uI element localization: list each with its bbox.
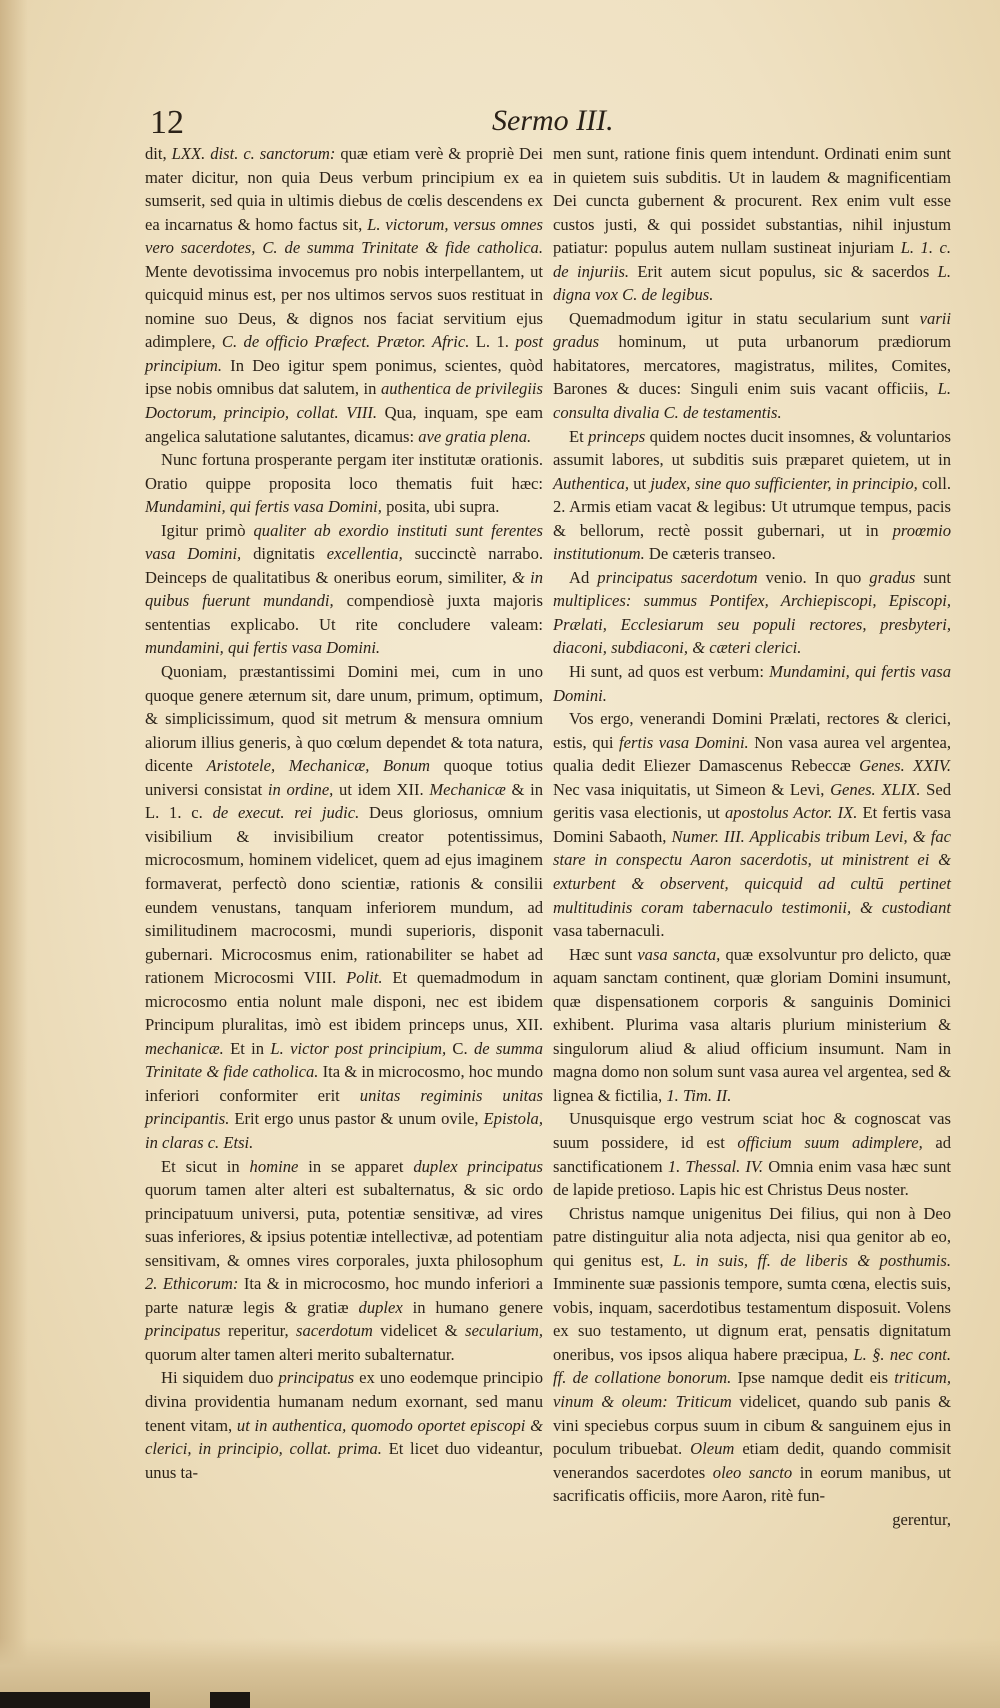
paragraph: Quoniam, præstantissimi Domini mei, cum in uno quoque genere æternum sit, dare unum, primum, optimum, & simplicissimum, quod sit metrum & mensura omnium aliorum illius generis, à quo cœlum dependet & tota natura, dicente Aristotele, Mechanicæ, Bonum quoque totius universi consistat in ordine, ut idem XII. Mechanicæ & in L. 1. c. de execut. rei judic. Deus gloriosus, omnium visibilium & invisibilium creator potentissimus, microcosmum, hominem videlicet, quem ad ejus imaginem formaverat, perfectò dono scientiæ, rationis & consilii eundem venustans, tanquam inferiorem mundum, ad similitudinem macrocosmi, mundi superioris, disponit gubernari. Microcosmus enim, rationabiliter se habet ad rationem Microcosmi VIII. Polit. Et quemadmodum in microcosmo entia nolunt male disponi, nec est ibidem Principum pluralitas, imò est ibidem princeps unus, XII. mechanicæ. Et in L. victor post principium, C. de summa Trinitate & fide catholica. Ita & in microcosmo, hoc mundo inferiori conformiter erit unitas regiminis unitas principantis. Erit ergo unus pastor & unum ovile, Epistola, in claras c. Etsi.: [145, 662, 543, 1152]
paragraph: Et sicut in homine in se apparet duplex principatus quorum tamen alter alteri est subalternatus, & sic ordo principatuum universi, puta, potentiæ sensitivæ, ad vires suas inferiores, & ipsius potentiæ intellectivæ, ad potentiam sensitivam, & omnes vires corporales, juxta philosophum 2. Ethicorum: Ita & in microcosmo, hoc mundo inferiori a parte naturæ legis & gratiæ duplex in humano genere principatus reperitur, sacerdotum videlicet & secularium, quorum alter tamen alteri merito subalternatur.: [145, 1156, 544, 1364]
ink-blot: [210, 1692, 250, 1708]
running-title: Sermo III.: [492, 104, 614, 137]
paragraph: Quemadmodum igitur in statu secularium sunt varii gradus hominum, ut puta urbanorum prædiorum habitatores, mercatores, magistratus, milites, Comites, Barones & duces: Singuli enim suis vacant officiis, L. consulta divalia C. de testamentis.: [553, 308, 951, 423]
ink-blot: [0, 1692, 150, 1708]
paragraph: Hi siquidem duo principatus ex uno eodemque principio divina providentia humanam nedum exornant, sed manu tenent vitam, ut in authentica, quomodo oportet episcopi & clerici, in principio, collat. prima. Et licet duo videantur, unus ta-: [145, 1368, 543, 1482]
paragraph: Hæc sunt vasa sancta, quæ exsolvuntur pro delicto, quæ aquam sanctam continent, quæ gloriam Domini insumunt, quæ dispensationem corporis & sanguinis Dominici exhibent. Plurima vasa altaris plurium ministerium & singulorum aliud & aliud officium insumunt. Nam in magna domo non solum sunt vasa aurea vel argentea, sed & lignea & fictilia, 1. Tim. II.: [553, 944, 952, 1105]
page-edge-shadow: [0, 0, 28, 1708]
right-text-column: [553, 142, 951, 1531]
paragraph: men sunt, ratione finis quem intendunt. Ordinati enim sunt in quietem suis subditis. Ut in laudem & magnificentiam Dei cuncta gubernent & procurent. Rex enim vult esse custos justi, & qui possidet substantias, nihil injustum patiatur: populus autem nullam sustineat injuriam L. 1. c. de injuriis. Erit autem sicut populus, sic & sacerdos L. digna vox C. de legibus.: [553, 144, 951, 305]
paragraph: Hi sunt, ad quos est verbum: Mundamini, qui fertis vasa Domini.: [553, 662, 951, 705]
paragraph: Nunc fortuna prosperante pergam iter institutæ orationis. Oratio quippe proposita loco thematis fuit hæc: Mundamini, qui fertis vasa Domini, posita, ubi supra.: [145, 450, 543, 517]
paragraph: Unusquisque ergo vestrum sciat hoc & cognoscat vas suum possidere, id est officium suum adimplere, ad sanctificationem 1. Thessal. IV. Omnia enim vasa hæc sunt de lapide pretioso. Lapis hic est Christus Deus noster.: [553, 1109, 952, 1200]
paragraph: dit, LXX. dist. c. sanctorum: quæ etiam verè & propriè Dei mater dicitur, non quia Deus verbum principium ex ea sumserit, sed quia in ultimis diebus de cœlis descendens ex ea incarnatus & homo factus sit, L. victorum, versus omnes vero sacerdotes, C. de summa Trinitate & fide catholica. Mente devotissima invocemus pro nobis interpellantem, ut quicquid minus est, per nos ultimos servos suos restituat in nomine suo Deus, & dignos nos faciat servitium ejus adimplere, C. de officio Præfect. Prætor. Afric. L. 1. post principium. In Deo igitur spem ponimus, scientes, quòd ipse nobis omnibus dat salutem, in authentica de privilegiis Doctorum, principio, collat. VIII. Qua, inquam, spe eam angelica salutatione salutantes, dicamus: ave gratia plena.: [145, 144, 544, 446]
paragraph: Ad principatus sacerdotum venio. In quo gradus sunt multiplices: summus Pontifex, Archiepiscopi, Episcopi, Prælati, Ecclesiarum seu populi rectores, presbyteri, diaconi, subdiaconi, & cæteri clerici.: [553, 567, 952, 658]
paragraph: Et princeps quidem noctes ducit insomnes, & voluntarios assumit labores, ut subditis suis præparet quietem, ut in Authentica, ut judex, sine quo sufficienter, in principio, coll. 2. Armis etiam vacat & legibus: Ut utrumque tempus, pacis & bellorum, rectè possit gubernari, ut in proœmio institutionum. De cæteris transeo.: [553, 426, 951, 564]
page-header: [150, 104, 950, 146]
paragraph: Igitur primò qualiter ab exordio instituti sunt ferentes vasa Domini, dignitatis excellentia, succinctè narrabo. Deinceps de qualitatibus & oneribus eorum, similiter, & in quibus fuerunt mundandi, compendiosè juxta majoris sententias explicabo. Ut rite concludere valeam: mundamini, qui fertis vasa Domini.: [145, 520, 544, 658]
left-text-column: [145, 142, 543, 1484]
paragraph: Christus namque unigenitus Dei filius, qui non à Deo patre distinguitur alia nota adjecta, nisi qua genitor ab eo, qui genitus est, L. in suis, ff. de liberis & posthumis. Imminente suæ passionis tempore, sumta cœna, electis suis, vobis, inquam, sacerdotibus testamentum disposuit. Volens ex suo testamento, ut dignum erat, pensatis dignitatum oneribus, vos ipsos aliqua habere præcipua, L. §. nec cont. ff. de collatione bonorum. Ipse namque dedit eis triticum, vinum & oleum: Triticum videlicet, quando sub panis & vini speciebus corpus suum in cibum & sanguinem ejus in poculum tribuebat. Oleum etiam dedit, quando commisit venerandos sacerdotes oleo sancto in eorum manibus, ut sacrificatis officiis, more Aaron, ritè fun-: [553, 1203, 952, 1506]
page-bottom-shading: [0, 1638, 1000, 1708]
paragraph: Vos ergo, venerandi Domini Prælati, rectores & clerici, estis, qui fertis vasa Domini. Non vasa aurea vel argentea, qualia dedit Eliezer Damascenus Rebeccæ Genes. XXIV. Nec vasa iniquitatis, ut Simeon & Levi, Genes. XLIX. Sed geritis vasa electionis, ut apostolus Actor. IX. Et fertis vasa Domini Sabaoth, Numer. III. Applicabis tribum Levi, & fac stare in conspectu Aaron sacerdotis, ut ministrent ei & exturbent & observent, quicquid ad cultū pertinet multitudinis coram tabernaculo testimonii, & custodiant vasa tabernaculi.: [553, 709, 951, 941]
page-number: 12: [150, 104, 184, 141]
catchword: gerentur,: [892, 1509, 951, 1529]
